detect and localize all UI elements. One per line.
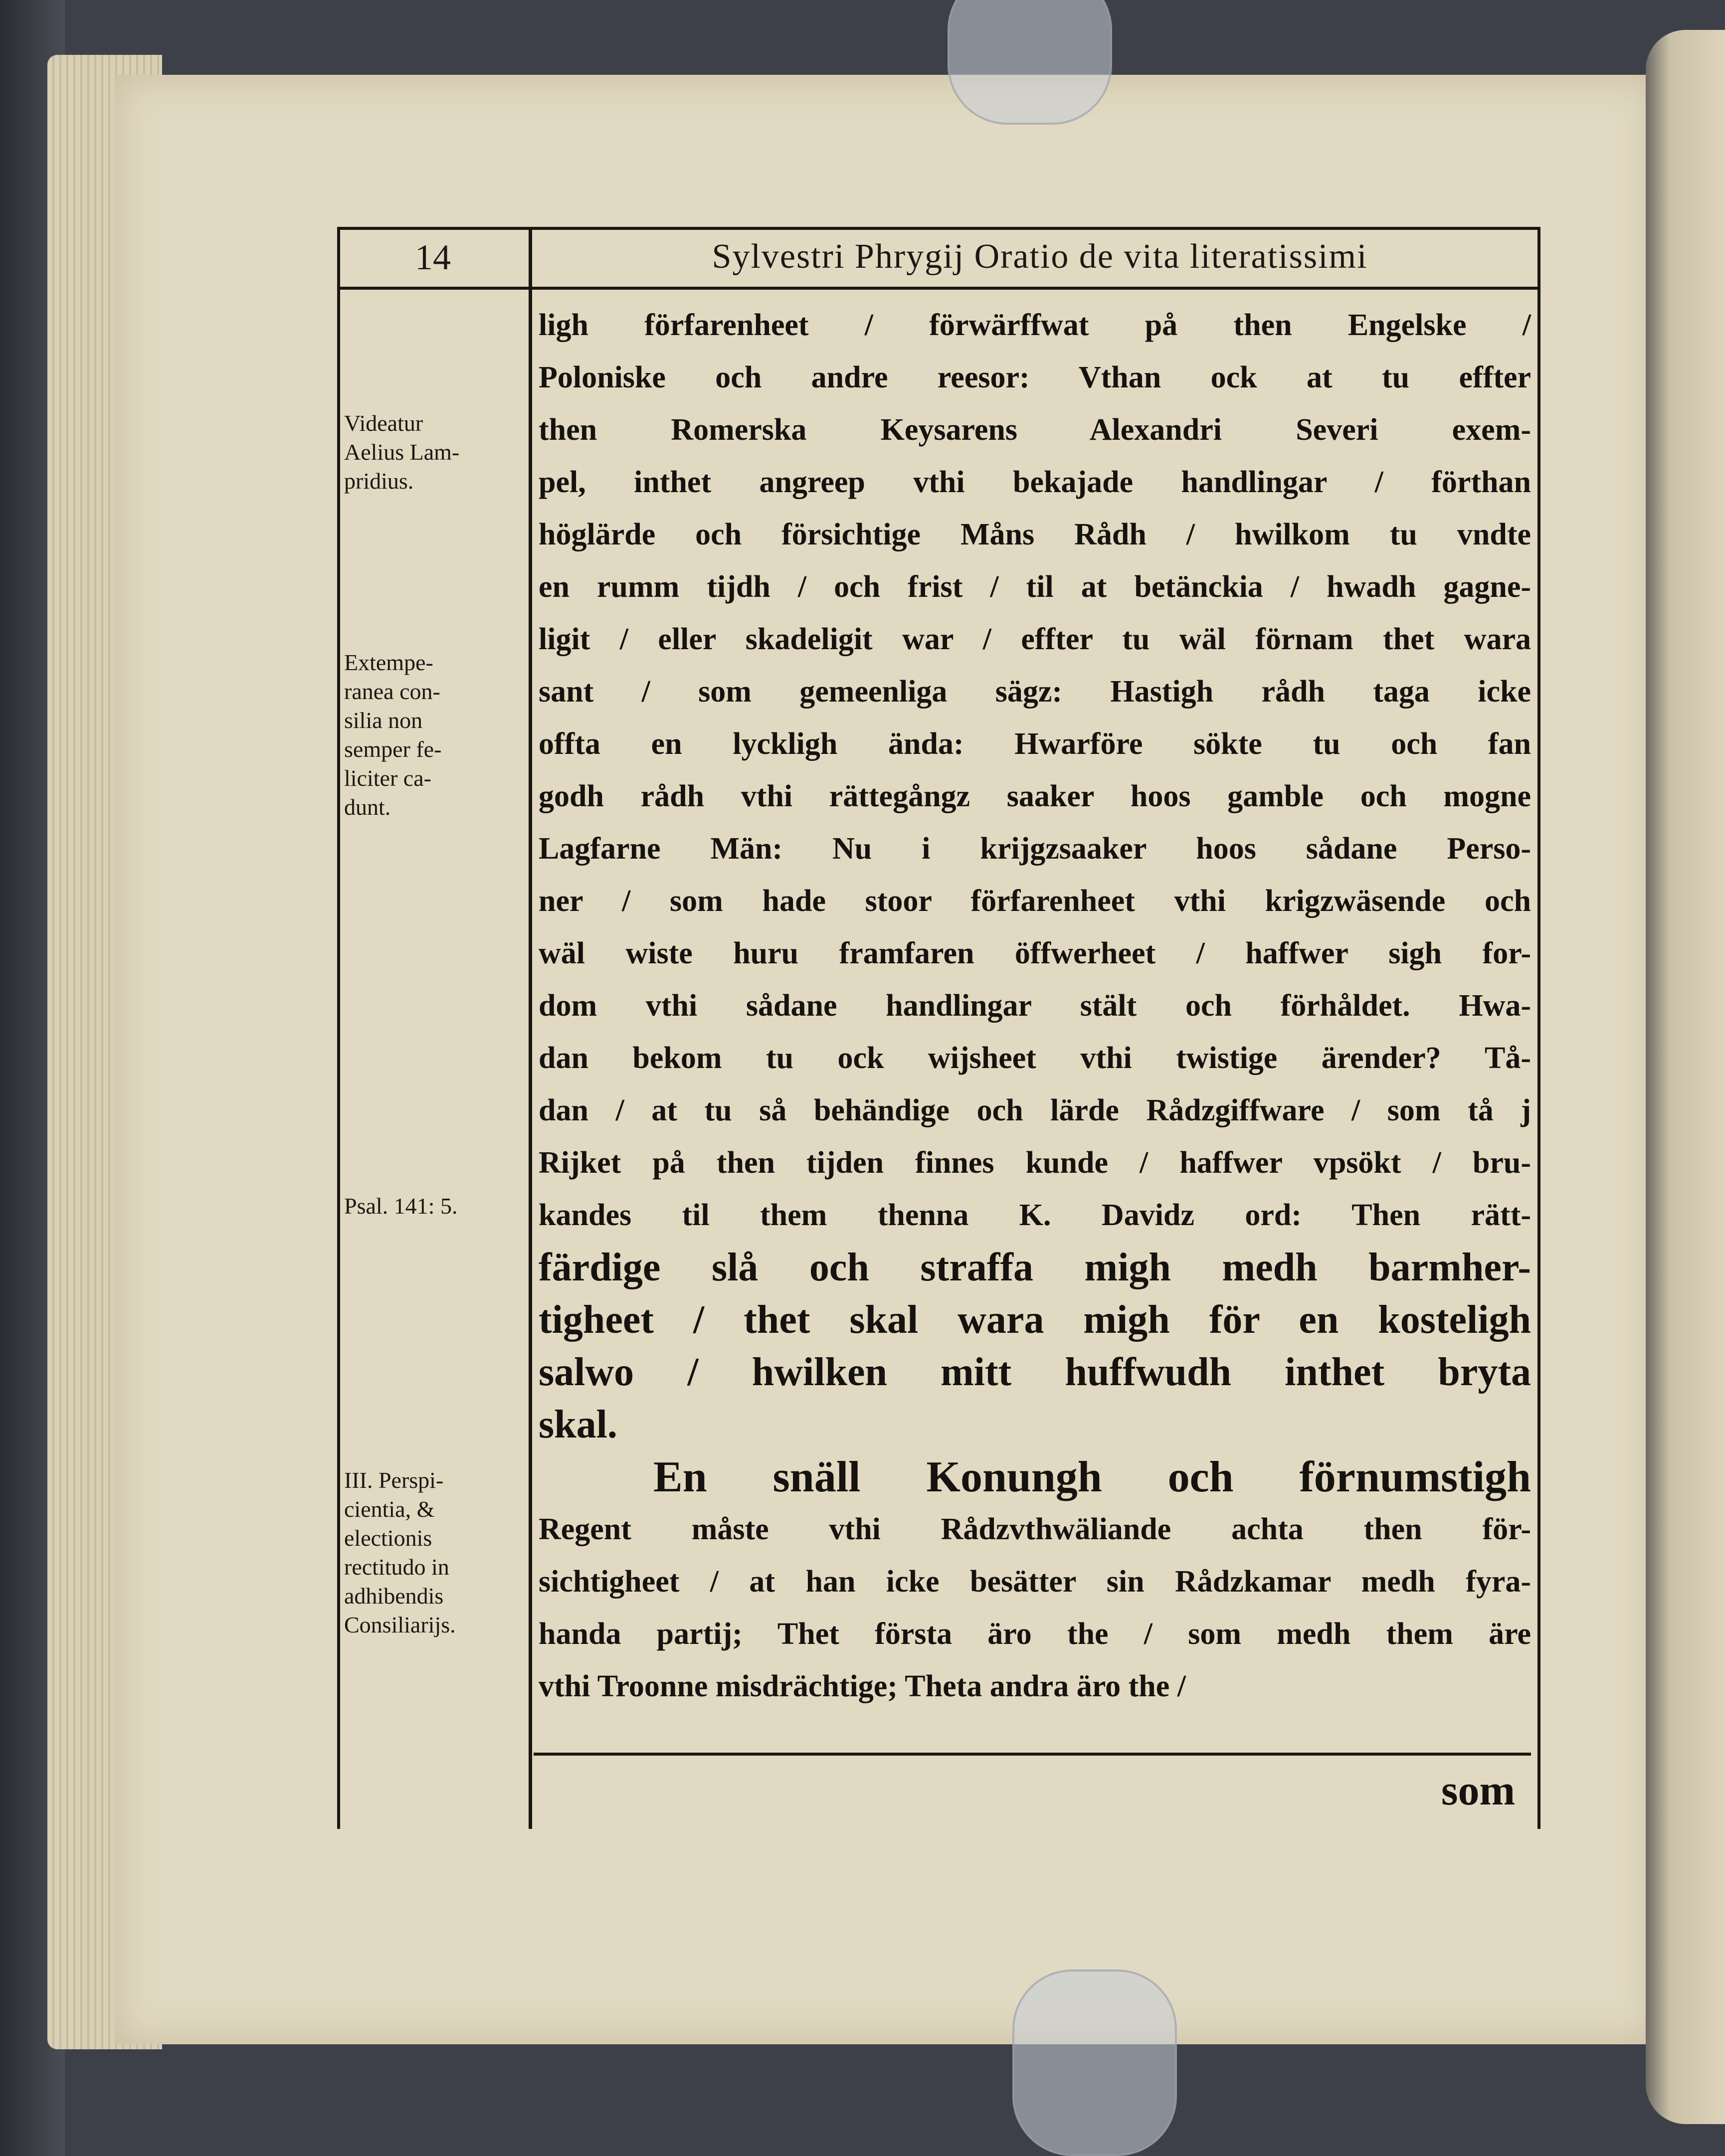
text-line: Lagfarne Män: Nu i krijgzsaaker hoos sådane Perso-	[539, 832, 1531, 866]
page-clip-bottom	[1012, 1970, 1177, 2156]
text-line: färdige slå och straffa migh medh barmher-	[539, 1246, 1531, 1289]
marginal-note-line: Consiliarijs.	[344, 1612, 456, 1637]
text-line: dan / at tu så behändige och lärde Rådzgiffware / som tå j	[539, 1093, 1531, 1127]
text-line: sant / som gemeenliga sägz: Hastigh rådh taga icke	[539, 675, 1531, 709]
marginal-note-line: adhibendis	[344, 1583, 444, 1609]
text-line: En snäll Konungh och förnumstigh	[653, 1453, 1531, 1501]
text-line: then Romerska Keysarens Alexandri Severi exem-	[539, 413, 1531, 447]
marginal-note-line: dunt.	[344, 794, 391, 820]
text-line: ner / som hade stoor förfarenheet vthi krigzwäsende och	[539, 884, 1531, 918]
marginal-note-line: pridius.	[344, 468, 414, 494]
text-line: skal.	[539, 1403, 617, 1446]
text-line: Regent måste vthi Rådzvthwäliande achta then för-	[539, 1512, 1531, 1546]
marginal-note-line: Extempe-	[344, 650, 433, 675]
facing-page-edge	[1646, 30, 1725, 2124]
margin-rule	[529, 227, 532, 1829]
text-line: handa partij; Thet första äro the / som medh them äre	[539, 1617, 1531, 1651]
marginal-note-line: silia non	[344, 708, 423, 733]
text-line: höglärde och försichtige Måns Rådh / hwilkom tu vndte	[539, 518, 1531, 551]
marginal-note-lampridius	[344, 409, 526, 496]
marginal-note-line: cientia, &	[344, 1496, 435, 1522]
catchword: som	[1441, 1766, 1516, 1814]
text-line: sichtigheet / at han icke besätter sin Rådzkamar medh fyra-	[539, 1565, 1531, 1599]
marginal-note-line: rectitudo in	[344, 1554, 449, 1580]
page-clip-top	[948, 0, 1112, 125]
marginal-note-line: electionis	[344, 1525, 432, 1551]
header-rule	[337, 287, 1540, 290]
marginal-note-line: Psal. 141: 5.	[344, 1193, 458, 1219]
text-line: Rijket på then tijden finnes kunde / haffwer vpsökt / bru-	[539, 1146, 1531, 1180]
marginal-note-line: III. Perspi-	[344, 1467, 444, 1493]
text-line: dom vthi sådane handlingar stält och förhåldet. Hwa-	[539, 989, 1531, 1023]
marginal-note-line: Aelius Lam-	[344, 439, 460, 465]
body-text	[539, 299, 1531, 1713]
marginal-note-line: ranea con-	[344, 679, 440, 704]
text-line: pel, inthet angreep vthi bekajade handlingar / förthan	[539, 465, 1531, 499]
marginal-note-extemperanea	[344, 648, 526, 822]
text-line: godh rådh vthi rättegångz saaker hoos gamble och mogne	[539, 779, 1531, 813]
marginal-note-perspicientia	[344, 1466, 526, 1639]
marginal-note-line: semper fe-	[344, 736, 442, 762]
page-number: 14	[415, 237, 451, 277]
marginal-note-line: liciter ca-	[344, 765, 431, 791]
text-line: Poloniske och andre reesor: Vthan ock at tu effter	[539, 360, 1531, 394]
text-line: wäl wiste huru framfaren öffwerheet / haffwer sigh for-	[539, 936, 1531, 970]
text-line: en rumm tijdh / och frist / til at betänckia / hwadh gagne-	[539, 570, 1531, 604]
marginal-note-psalm	[344, 1192, 526, 1221]
text-line: tigheet / thet skal wara migh för en kosteligh	[539, 1298, 1531, 1342]
marginal-note-line: Videatur	[344, 410, 423, 436]
text-line: salwo / hwilken mitt huffwudh inthet bryta	[539, 1350, 1531, 1394]
text-line: ligit / eller skadeligit war / effter tu wäl förnam thet wara	[539, 622, 1531, 656]
text-line: offta en lyckligh ända: Hwarföre sökte tu och fan	[539, 727, 1531, 761]
text-line: vthi Troonne misdrächtige; Theta andra äro the /	[539, 1669, 1186, 1703]
bottom-rule	[534, 1753, 1531, 1756]
text-line: dan bekom tu ock wijsheet vthi twistige ärender? Tå-	[539, 1041, 1531, 1075]
text-line: kandes til them thenna K. Davidz ord: Then rätt-	[539, 1198, 1531, 1232]
running-head: Sylvestri Phrygij Oratio de vita literatissimi	[712, 237, 1368, 276]
text-line: ligh förfarenheet / förwärffwat på then Engelske /	[539, 308, 1531, 342]
